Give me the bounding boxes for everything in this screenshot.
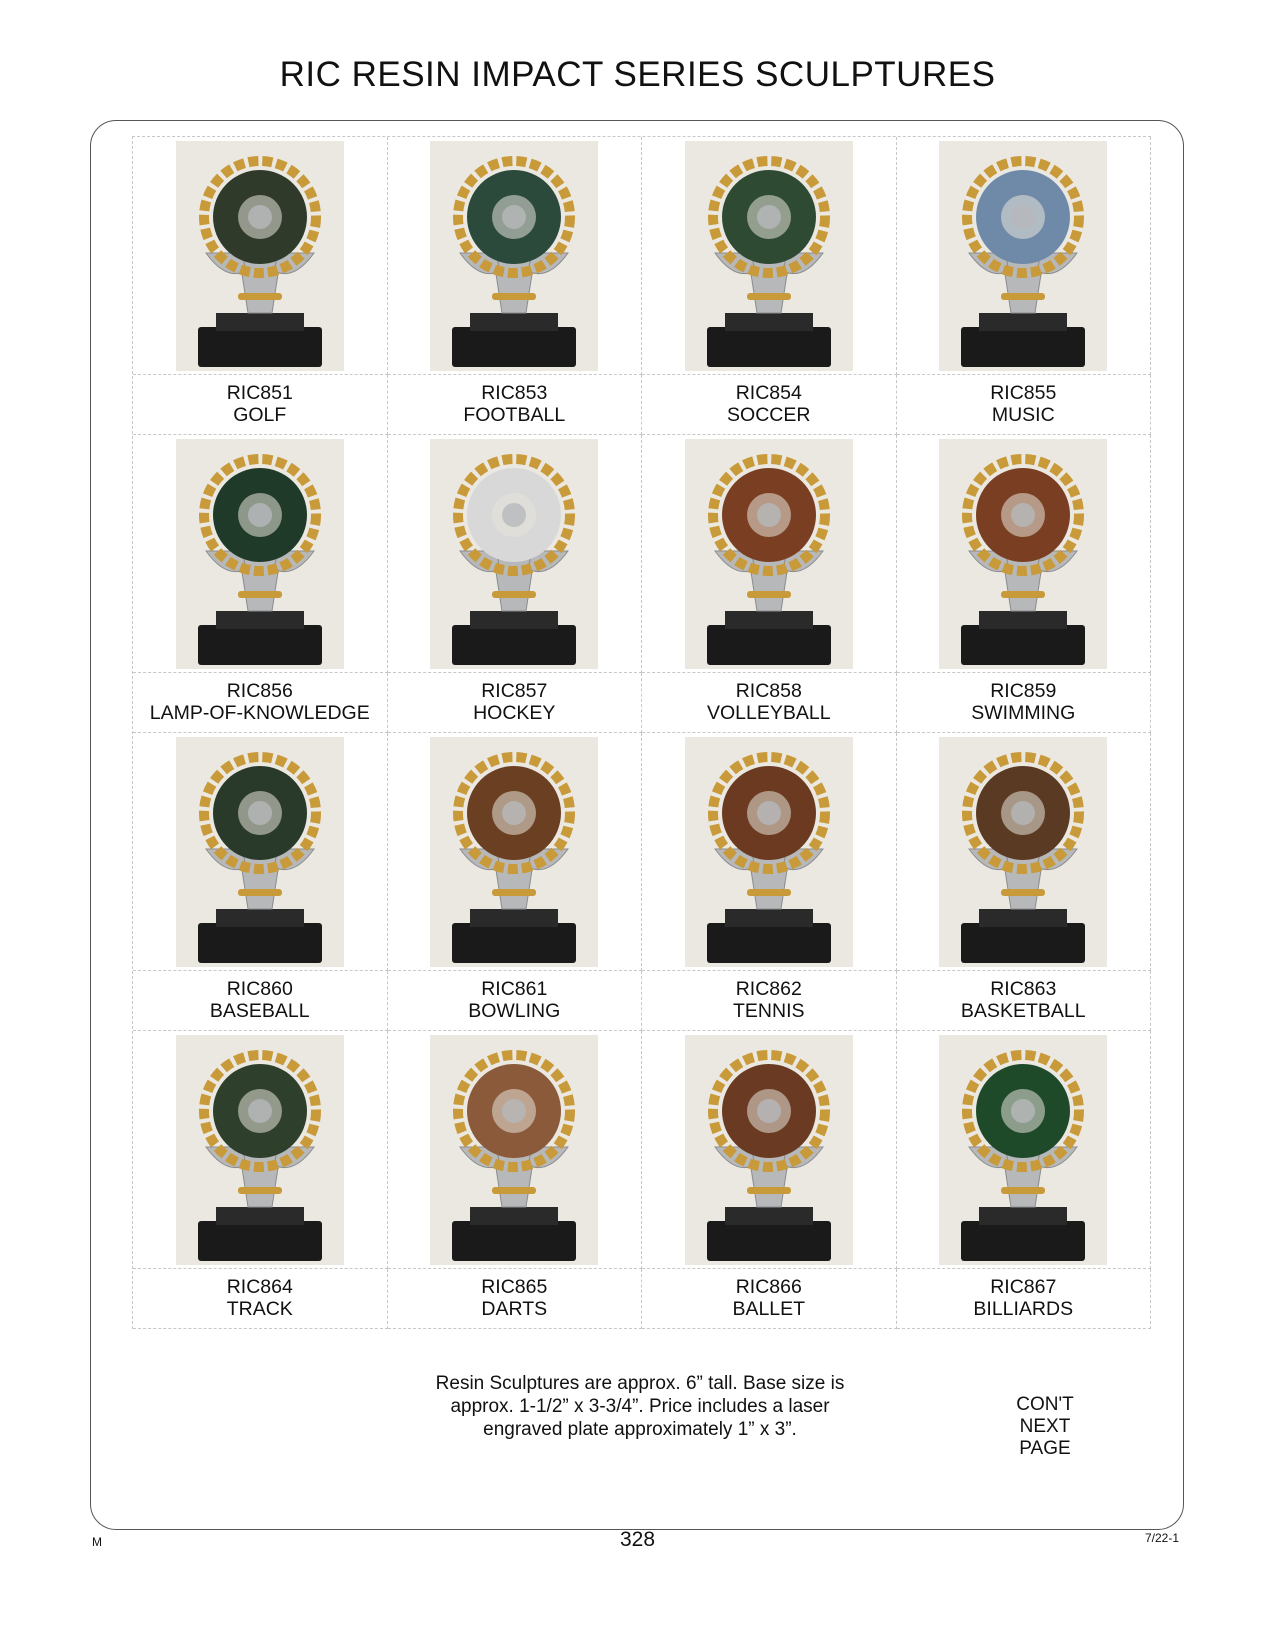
trophy-photo [430,439,598,669]
caption-row [133,971,1151,1031]
date-code: 7/22-1 [1144,1531,1179,1545]
image-row [133,137,1151,375]
trophy-photo [176,141,344,371]
product-code: RIC859 [990,680,1057,702]
product-name: HOCKEY [473,702,556,724]
product-name: BILLIARDS [973,1298,1074,1320]
product-code: RIC865 [481,1276,548,1298]
product-code: RIC856 [226,680,293,702]
page-number: 328 [619,1528,656,1551]
product-caption [642,375,897,435]
trophy-lamp-icon [176,439,344,669]
page-marker: M [92,1535,102,1549]
trophy-dartboard-icon [430,1035,598,1265]
product-image-cell [642,137,897,375]
product-code: RIC853 [481,382,548,404]
product-code: RIC863 [990,978,1057,1000]
product-caption [388,971,643,1031]
continued-line: PAGE [1019,1438,1071,1459]
product-name: VOLLEYBALL [706,702,831,724]
product-image-cell [388,435,643,673]
footnote-line: Resin Sculptures are approx. 6” tall. Base size is [435,1373,845,1394]
trophy-track-shoe-icon [176,1035,344,1265]
product-code: RIC855 [990,382,1057,404]
footnote-line: engraved plate approximately 1” x 3”. [483,1419,797,1440]
product-caption [897,673,1152,733]
product-image-cell [642,435,897,673]
trophy-baseball-icon [176,737,344,967]
product-code: RIC860 [226,978,293,1000]
caption-row [133,375,1151,435]
product-image-cell [133,137,388,375]
trophy-tennis-icon [685,737,853,967]
continued-note [1000,1394,1090,1460]
product-name: BASKETBALL [960,1000,1086,1022]
product-name: TRACK [226,1298,293,1320]
product-caption [642,673,897,733]
product-code: RIC861 [481,978,548,1000]
trophy-hockey-icon [430,439,598,669]
product-image-cell [897,137,1152,375]
product-name: LAMP-OF-KNOWLEDGE [149,702,370,724]
trophy-photo [685,737,853,967]
product-code: RIC857 [481,680,548,702]
product-code: RIC864 [226,1276,293,1298]
product-name: FOOTBALL [463,404,566,426]
product-image-cell [642,1031,897,1269]
image-row [133,1031,1151,1269]
trophy-photo [430,737,598,967]
product-image-cell [388,733,643,971]
product-image-cell [897,1031,1152,1269]
continued-line: NEXT [1019,1416,1071,1437]
product-code: RIC858 [735,680,802,702]
trophy-photo [685,141,853,371]
product-name: SWIMMING [971,702,1076,724]
trophy-photo [685,439,853,669]
trophy-ballet-shoes-icon [685,1035,853,1265]
product-image-cell [133,435,388,673]
trophy-football-icon [430,141,598,371]
trophy-basketball-icon [939,737,1107,967]
product-name: DARTS [481,1298,548,1320]
product-image-cell [388,137,643,375]
product-caption [133,971,388,1031]
product-caption [388,1269,643,1329]
product-image-cell [897,435,1152,673]
image-row [133,435,1151,673]
trophy-bowling-icon [430,737,598,967]
trophy-photo [939,439,1107,669]
product-image-cell [133,1031,388,1269]
image-row [133,733,1151,971]
trophy-photo [939,737,1107,967]
product-caption [642,971,897,1031]
product-caption [388,375,643,435]
product-image-cell [897,733,1152,971]
trophy-photo [939,1035,1107,1265]
trophy-photo [176,1035,344,1265]
trophy-volleyball-icon [685,439,853,669]
product-name: BASEBALL [209,1000,310,1022]
trophy-photo [176,439,344,669]
product-image-cell [133,733,388,971]
product-code: RIC867 [990,1276,1057,1298]
trophy-photo [430,141,598,371]
product-caption [133,673,388,733]
trophy-billiards-icon [939,1035,1107,1265]
trophy-photo [430,1035,598,1265]
caption-row [133,1269,1151,1329]
page-title: RIC RESIN IMPACT SERIES SCULPTURES [279,55,996,94]
product-name: TENNIS [732,1000,805,1022]
product-name: GOLF [233,404,287,426]
product-caption [897,1269,1152,1329]
caption-row [133,673,1151,733]
product-caption [388,673,643,733]
trophy-photo [685,1035,853,1265]
trophy-photo [176,737,344,967]
product-caption [133,1269,388,1329]
size-footnote [380,1372,900,1441]
product-image-cell [388,1031,643,1269]
product-name: BOWLING [468,1000,561,1022]
product-name: SOCCER [727,404,811,426]
product-caption [642,1269,897,1329]
product-caption [897,375,1152,435]
trophy-soccer-ball-icon [685,141,853,371]
continued-line: CON'T [1016,1394,1074,1415]
product-name: BALLET [732,1298,806,1320]
trophy-photo [939,141,1107,371]
product-name: MUSIC [991,404,1055,426]
product-caption [133,375,388,435]
product-image-cell [642,733,897,971]
footnote-line: approx. 1-1/2” x 3-3/4”. Price includes a laser [450,1396,830,1417]
product-grid [132,136,1151,1329]
product-code: RIC866 [735,1276,802,1298]
trophy-swim-lanes-icon [939,439,1107,669]
product-code: RIC862 [735,978,802,1000]
product-code: RIC851 [226,382,293,404]
product-caption [897,971,1152,1031]
trophy-golf-bag-icon [176,141,344,371]
trophy-music-note-icon [939,141,1107,371]
product-code: RIC854 [735,382,802,404]
